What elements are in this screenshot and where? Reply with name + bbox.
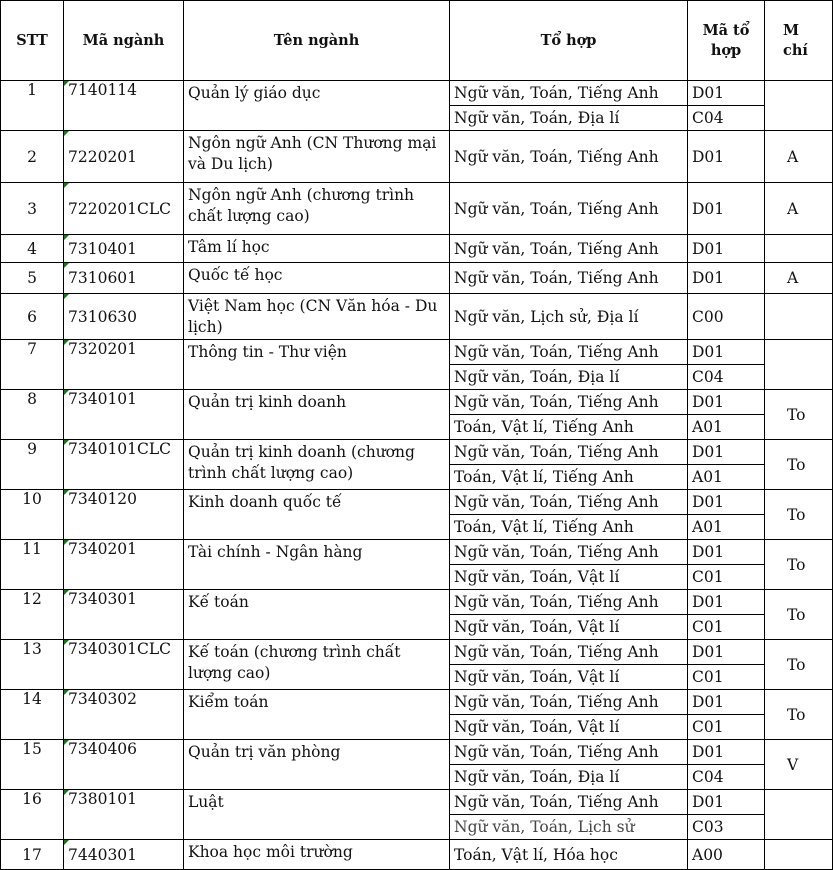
cell-ten-nganh[interactable]: Tâm lí học [184,235,450,263]
cell-ma-to-hop[interactable]: D01 [688,263,765,294]
cell-ten-nganh[interactable]: Quản trị kinh doanh (chương trình chất lượng cao) [184,440,450,490]
table-row [1,640,833,665]
cell-to-hop[interactable]: Ngữ văn, Toán, Tiếng Anh [450,640,688,665]
cell-ten-nganh[interactable]: Quản lý giáo dục [184,81,450,131]
cell-mon-chinh[interactable]: To [765,690,833,740]
cell-stt[interactable]: 9 [1,440,64,490]
cell-to-hop[interactable]: Ngữ văn, Toán, Tiếng Anh [450,263,688,294]
cell-ma-to-hop[interactable]: C01 [688,715,765,740]
table-row [1,235,833,263]
cell-to-hop[interactable]: Ngữ văn, Toán, Tiếng Anh [450,235,688,263]
cell-mon-chinh[interactable] [765,235,833,263]
table-row [1,263,833,294]
cell-ten-nganh[interactable]: Kế toán (chương trình chất lượng cao) [184,640,450,690]
cell-ma-to-hop[interactable]: A00 [688,840,765,870]
table-row [1,340,833,365]
cell-ten-nganh[interactable]: Quản trị văn phòng [184,740,450,790]
cell-to-hop[interactable]: Ngữ văn, Toán, Địa lí [450,765,688,790]
cell-ma-to-hop[interactable]: C01 [688,615,765,640]
cell-ma-to-hop[interactable]: D01 [688,81,765,106]
cell-to-hop[interactable]: Ngữ văn, Lịch sử, Địa lí [450,294,688,340]
cell-ma-to-hop[interactable]: D01 [688,740,765,765]
cell-ma-to-hop[interactable]: A01 [688,465,765,490]
cell-ma-to-hop[interactable]: D01 [688,390,765,415]
cell-stt[interactable]: 5 [1,263,64,294]
table-row [1,490,833,515]
cell-to-hop[interactable]: Ngữ văn, Toán, Tiếng Anh [450,790,688,815]
cell-ma-to-hop[interactable]: C04 [688,765,765,790]
cell-ma-nganh[interactable]: 7310401 [64,235,184,263]
cell-ma-to-hop[interactable]: C01 [688,565,765,590]
cell-mon-chinh[interactable] [765,840,833,870]
cell-stt[interactable]: 10 [1,490,64,540]
cell-ma-nganh[interactable]: 7340120 [64,490,184,540]
cell-mon-chinh[interactable]: A [765,131,833,183]
cell-ma-nganh[interactable]: 7220201CLC [64,183,184,235]
cell-ma-to-hop[interactable]: C03 [688,815,765,840]
cell-to-hop[interactable]: Ngữ văn, Toán, Tiếng Anh [450,440,688,465]
cell-ma-to-hop[interactable]: D01 [688,790,765,815]
cell-ma-to-hop[interactable]: C04 [688,106,765,131]
table-row [1,183,833,235]
cell-ma-nganh[interactable]: 7310630 [64,294,184,340]
header-ten-nganh[interactable]: Tên ngành [184,1,450,81]
cell-mon-chinh[interactable]: To [765,490,833,540]
cell-ma-to-hop[interactable]: D01 [688,490,765,515]
cell-ten-nganh[interactable]: Việt Nam học (CN Văn hóa - Du lịch) [184,294,450,340]
cell-ma-to-hop[interactable]: A01 [688,515,765,540]
cell-ma-nganh[interactable]: 7380101 [64,790,184,840]
header-ma-nganh[interactable]: Mã ngành [64,1,184,81]
cell-ma-to-hop[interactable]: C00 [688,294,765,340]
cell-stt[interactable]: 17 [1,840,64,870]
cell-to-hop[interactable]: Ngữ văn, Toán, Vật lí [450,615,688,640]
cell-mon-chinh[interactable] [765,340,833,390]
cell-mon-chinh[interactable]: To [765,590,833,640]
cell-ma-nganh[interactable]: 7220201 [64,131,184,183]
cell-to-hop[interactable]: Ngữ văn, Toán, Tiếng Anh [450,183,688,235]
cell-stt[interactable]: 15 [1,740,64,790]
cell-ma-to-hop[interactable]: D01 [688,235,765,263]
cell-ten-nganh[interactable]: Ngôn ngữ Anh (CN Thương mại và Du lịch) [184,131,450,183]
cell-to-hop[interactable]: Ngữ văn, Toán, Vật lí [450,565,688,590]
cell-stt[interactable]: 1 [1,81,64,131]
table-row [1,740,833,765]
cell-to-hop[interactable]: Ngữ văn, Toán, Tiếng Anh [450,690,688,715]
cell-mon-chinh[interactable]: To [765,540,833,590]
cell-stt[interactable]: 14 [1,690,64,740]
cell-ma-nganh[interactable]: 7340302 [64,690,184,740]
cell-ma-nganh[interactable]: 7310601 [64,263,184,294]
cell-mon-chinh[interactable]: To [765,390,833,440]
cell-to-hop[interactable]: Ngữ văn, Toán, Tiếng Anh [450,740,688,765]
table-row [1,131,833,183]
cell-ma-to-hop[interactable]: A01 [688,415,765,440]
cell-to-hop[interactable]: Ngữ văn, Toán, Tiếng Anh [450,490,688,515]
header-ma-to-hop[interactable]: Mã tổ hợp [688,1,765,81]
table-row [1,540,833,565]
header-to-hop[interactable]: Tổ hợp [450,1,688,81]
table-row [1,294,833,340]
cell-ten-nganh[interactable]: Tài chính - Ngân hàng [184,540,450,590]
cell-ten-nganh[interactable]: Kinh doanh quốc tế [184,490,450,540]
cell-ten-nganh[interactable]: Kế toán [184,590,450,640]
cell-to-hop[interactable]: Toán, Vật lí, Tiếng Anh [450,515,688,540]
cell-mon-chinh[interactable]: A [765,263,833,294]
cell-to-hop[interactable]: Toán, Vật lí, Hóa học [450,840,688,870]
cell-ma-to-hop[interactable]: D01 [688,540,765,565]
cell-stt[interactable]: 11 [1,540,64,590]
cell-ten-nganh[interactable]: Quốc tế học [184,263,450,294]
cell-stt[interactable]: 16 [1,790,64,840]
cell-to-hop[interactable]: Ngữ văn, Toán, Tiếng Anh [450,590,688,615]
table-row [1,81,833,106]
cell-to-hop[interactable]: Ngữ văn, Toán, Tiếng Anh [450,131,688,183]
cell-mon-chinh[interactable] [765,81,833,131]
cell-to-hop[interactable]: Toán, Vật lí, Tiếng Anh [450,415,688,440]
table-row [1,440,833,465]
table-body [1,81,833,870]
cell-mon-chinh[interactable]: To [765,640,833,690]
cell-stt[interactable]: 12 [1,590,64,640]
cell-ma-nganh[interactable]: 7440301 [64,840,184,870]
cell-to-hop[interactable]: Ngữ văn, Toán, Tiếng Anh [450,340,688,365]
header-mon-chinh[interactable]: M chí [765,1,833,81]
cell-mon-chinh[interactable]: To [765,440,833,490]
header-row [1,1,833,81]
cell-ten-nganh[interactable]: Kiểm toán [184,690,450,740]
cell-to-hop[interactable]: Ngữ văn, Toán, Địa lí [450,365,688,390]
cell-ma-to-hop[interactable]: D01 [688,690,765,715]
cell-ma-to-hop[interactable]: D01 [688,340,765,365]
table-row [1,390,833,415]
header-stt[interactable]: STT [1,1,64,81]
cell-to-hop[interactable]: Ngữ văn, Toán, Tiếng Anh [450,540,688,565]
cell-ten-nganh[interactable]: Khoa học môi trường [184,840,450,870]
cell-to-hop[interactable]: Ngữ văn, Toán, Vật lí [450,665,688,690]
cell-ma-to-hop[interactable]: C01 [688,665,765,690]
cell-to-hop[interactable]: Ngữ văn, Toán, Địa lí [450,106,688,131]
cell-to-hop[interactable]: Ngữ văn, Toán, Tiếng Anh [450,81,688,106]
cell-stt[interactable]: 13 [1,640,64,690]
cell-to-hop[interactable]: Toán, Vật lí, Tiếng Anh [450,465,688,490]
cell-ten-nganh[interactable]: Quản trị kinh doanh [184,390,450,440]
cell-ten-nganh[interactable]: Ngôn ngữ Anh (chương trình chất lượng cao) [184,183,450,235]
cell-ma-nganh[interactable]: 7140114 [64,81,184,131]
cell-stt[interactable]: 2 [1,131,64,183]
cell-ten-nganh[interactable]: Thông tin - Thư viện [184,340,450,390]
cell-mon-chinh[interactable] [765,790,833,840]
table-row [1,690,833,715]
cell-ma-nganh[interactable]: 7320201 [64,340,184,390]
cell-ma-to-hop[interactable]: C04 [688,365,765,390]
cell-ma-nganh[interactable]: 7340101 [64,390,184,440]
cell-stt[interactable]: 4 [1,235,64,263]
table-row [1,790,833,815]
cell-stt[interactable]: 7 [1,340,64,390]
cell-stt[interactable]: 8 [1,390,64,440]
cell-ma-nganh[interactable]: 7340406 [64,740,184,790]
cell-ma-nganh[interactable]: 7340101CLC [64,440,184,490]
cell-ma-nganh[interactable]: 7340301 [64,590,184,640]
table-row [1,840,833,870]
cell-stt[interactable]: 3 [1,183,64,235]
cell-ma-to-hop[interactable]: D01 [688,640,765,665]
cell-ma-to-hop[interactable]: D01 [688,183,765,235]
cell-to-hop[interactable]: Ngữ văn, Toán, Lịch sử [450,815,688,840]
cell-to-hop[interactable]: Ngữ văn, Toán, Tiếng Anh [450,390,688,415]
cell-ma-to-hop[interactable]: D01 [688,590,765,615]
cell-to-hop[interactable]: Ngữ văn, Toán, Vật lí [450,715,688,740]
cell-ma-to-hop[interactable]: D01 [688,440,765,465]
cell-mon-chinh[interactable] [765,294,833,340]
cell-ma-to-hop[interactable]: D01 [688,131,765,183]
cell-mon-chinh[interactable]: A [765,183,833,235]
cell-ma-nganh[interactable]: 7340301CLC [64,640,184,690]
cell-ma-nganh[interactable]: 7340201 [64,540,184,590]
cell-ten-nganh[interactable]: Luật [184,790,450,840]
table-row [1,590,833,615]
cell-mon-chinh[interactable]: V [765,740,833,790]
cell-stt[interactable]: 6 [1,294,64,340]
